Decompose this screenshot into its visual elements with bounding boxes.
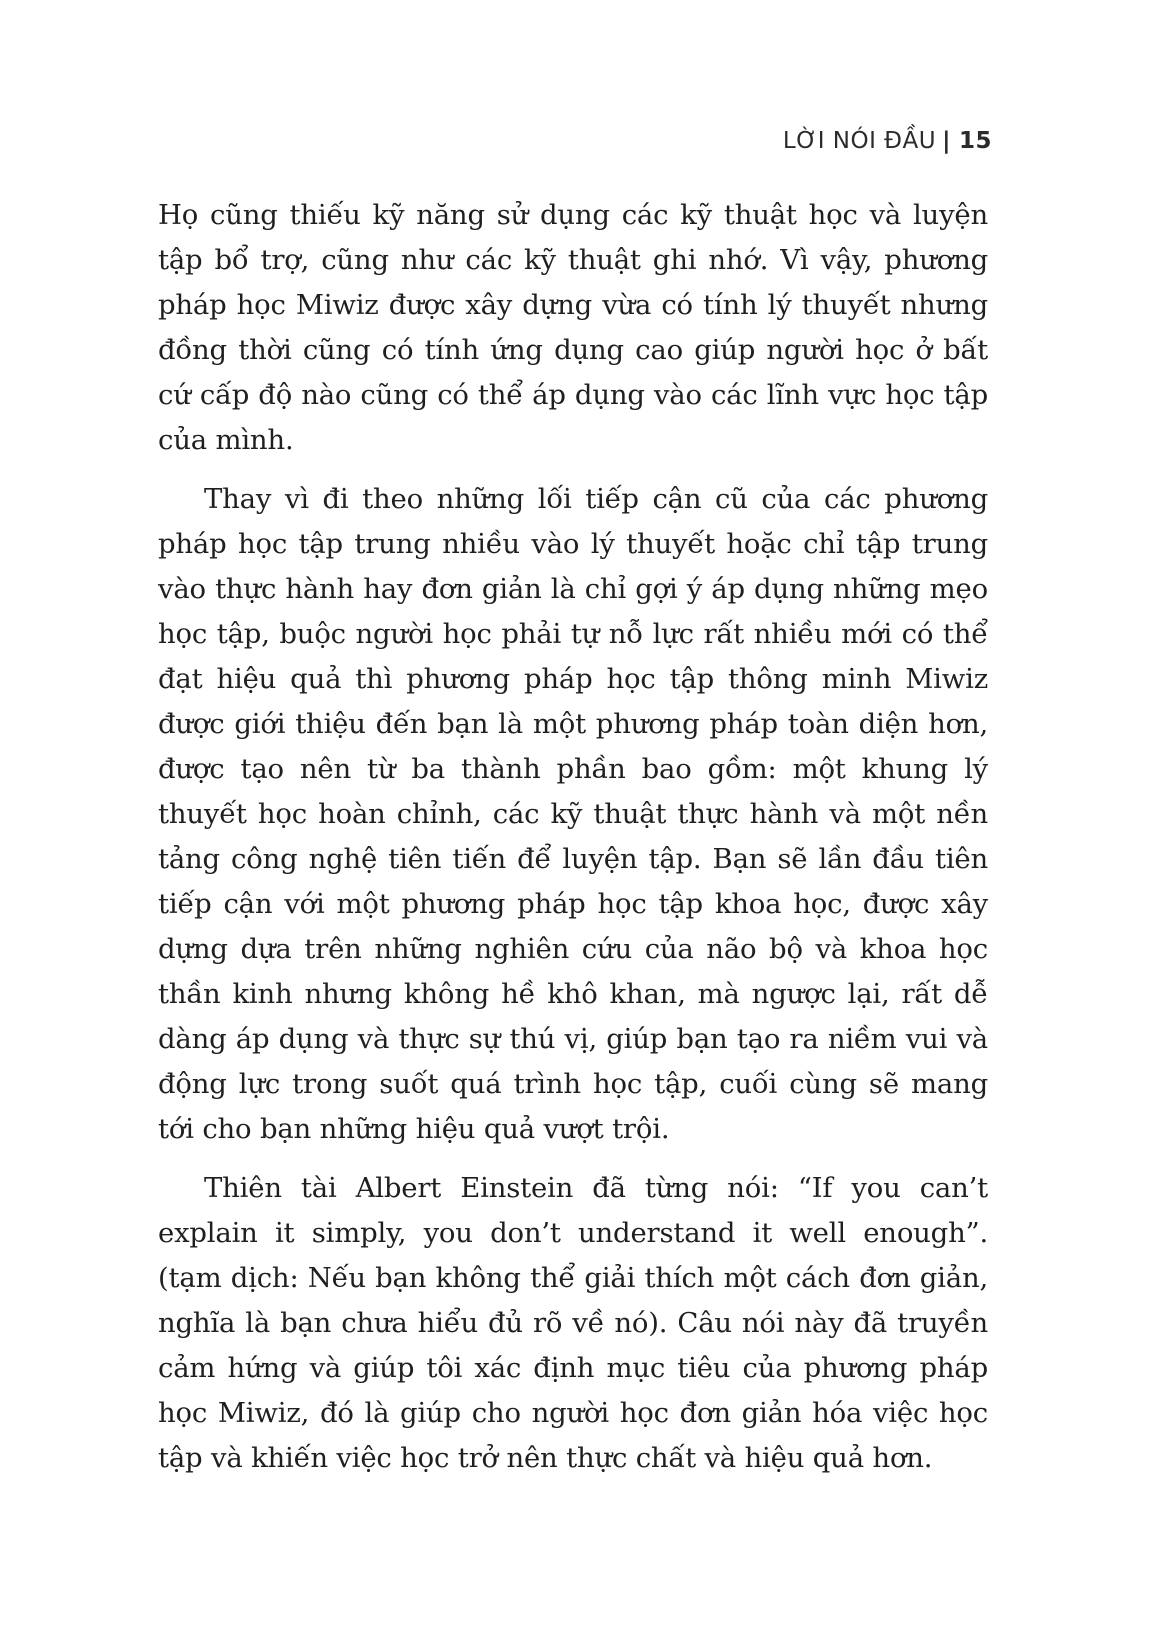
header-separator: |	[942, 128, 951, 154]
paragraph-1: Họ cũng thiếu kỹ năng sử dụng các kỹ thuật học và luyện tập bổ trợ, cũng như các kỹ thuật ghi nhớ. Vì vậy, phương pháp học Miwiz được xây dựng vừa có tính lý thuyết nhưng đồng thời cũng có tính ứng dụng cao giúp người học ở bất cứ cấp độ nào cũng có thể áp dụng vào các lĩnh vực học tập của mình.	[158, 199, 988, 456]
body-text	[158, 193, 988, 1495]
running-header	[783, 126, 992, 156]
page-number: 15	[958, 128, 992, 154]
paragraph-2: Thay vì đi theo những lối tiếp cận cũ của các phương pháp học tập trung nhiều vào lý thuyết hoặc chỉ tập trung vào thực hành hay đơn giản là chỉ gợi ý áp dụng những mẹo học tập, buộc người học phải tự nỗ lực rất nhiều mới có thể đạt hiệu quả thì phương pháp học tập thông minh Miwiz được giới thiệu đến bạn là một phương pháp toàn diện hơn, được tạo nên từ ba thành phần bao gồm: một khung lý thuyết học hoàn chỉnh, các kỹ thuật thực hành và một nền tảng công nghệ tiên tiến để luyện tập. Bạn sẽ lần đầu tiên tiếp cận với một phương pháp học tập khoa học, được xây dựng dựa trên những nghiên cứu của não bộ và khoa học thần kinh nhưng không hề khô khan, mà ngược lại, rất dễ dàng áp dụng và thực sự thú vị, giúp bạn tạo ra niềm vui và động lực trong suốt quá trình học tập, cuối cùng sẽ mang tới cho bạn những hiệu quả vượt trội.	[158, 483, 988, 1145]
paragraph-3: Thiên tài Albert Einstein đã từng nói: “If you can’t explain it simply, you don’t understand it well enough”. (tạm dịch: Nếu bạn không thể giải thích một cách đơn giản, nghĩa là bạn chưa hiểu đủ rõ về nó). Câu nói này đã truyền cảm hứng và giúp tôi xác định mục tiêu của phương pháp học Miwiz, đó là giúp cho người học đơn giản hóa việc học tập và khiến việc học trở nên thực chất và hiệu quả hơn.	[158, 1172, 988, 1474]
section-title: LỜI NÓI ĐẦU	[782, 128, 937, 154]
